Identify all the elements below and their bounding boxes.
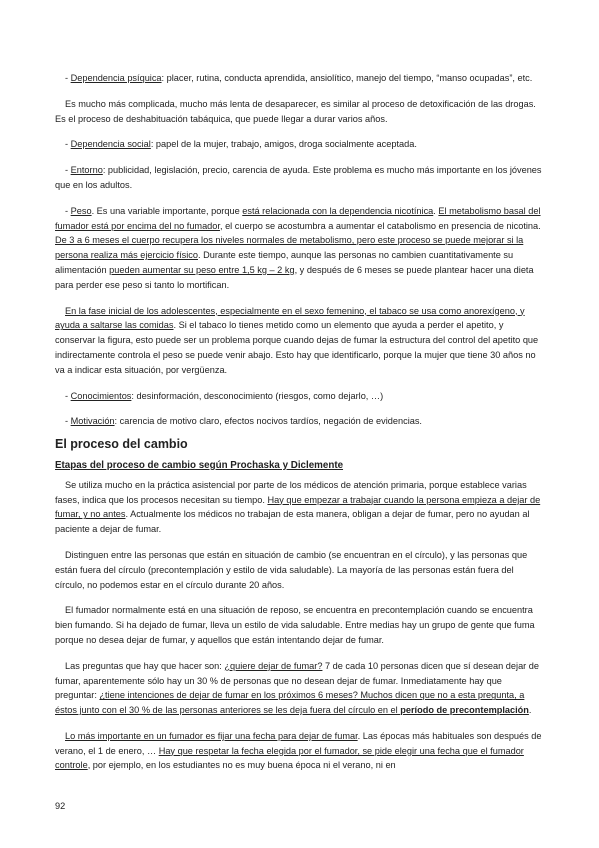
text-run: - (65, 205, 71, 216)
paragraph-group-dependencies (55, 71, 543, 429)
text-run: Es mucho más complicada, mucho más lenta de desaparecer, es similar al proceso de detoxificación de las drogas. Es el proceso de deshabituación tabáquica, que puede llegar a durar varios años. (55, 98, 536, 124)
paragraph-group-stages (55, 478, 543, 774)
text-run: Las preguntas que hay que hacer son: (65, 660, 225, 671)
page-body (55, 71, 543, 773)
text-run: . (528, 705, 532, 716)
text-run: . Las épocas más habituales son después de verano, el 1 de enero, … (55, 730, 542, 756)
text-run: : papel de la mujer, trabajo, amigos, droga socialmente aceptada. (150, 139, 417, 150)
paragraph (55, 389, 543, 404)
heading-etapas-prochaska: Etapas del proceso de cambio según Prochaska y Diclemente (55, 459, 344, 471)
underlined-text: Peso (70, 205, 92, 216)
text-run: - (65, 390, 71, 401)
paragraph (55, 204, 543, 293)
paragraph (55, 71, 543, 86)
underlined-text: Lo más importante en un fumador es fijar una fecha para dejar de fumar (65, 730, 358, 741)
paragraph (55, 729, 543, 773)
underlined-text: Conocimientos (70, 390, 132, 401)
paragraph (55, 414, 543, 429)
text-run: . (433, 205, 439, 216)
page-number: 92 (55, 801, 66, 811)
text-run: : desinformación, desconocimiento (riesgos, como dejarlo, …) (131, 390, 384, 401)
underlined-text: De 3 a 6 meses el cuerpo recupera los niveles normales de metabolismo, pero este proceso se puede mejorar si la persona realiza más ejercicio físico (55, 235, 524, 261)
subsection-heading (55, 459, 543, 474)
text-run: . Si el tabaco lo tienes metido como un elemento que ayuda a perder el apetito, y conservar la figura, esto puede ser un problema porque cuando dejas de fumar la estructura del control del apetito que indirectamente controla el peso se puede venir abajo. Esto hay que identificarlo, porque la mujer que tiene 30 años no va a indicar esta situación, por vergüenza. (55, 320, 539, 375)
underlined-text: ¿tiene intenciones de dejar de fumar en los próximos 6 meses? Muchos dicen que no a esta pregunta, a éstos junto con el 30 % de las personas anteriores se les deja fuera del círculo en el (55, 690, 525, 716)
text-run: , por ejemplo, en los estudiantes no es muy buena época ni el verano, ni en (87, 760, 396, 771)
section-heading (55, 437, 543, 452)
text-run: . Es una variable importante, porque (91, 205, 243, 216)
paragraph (55, 548, 543, 592)
text-run: Se utiliza mucho en la práctica asistencial por parte de los médicos de atención primaria, porque establece varias fases, indica que los procesos necesitan su tiempo. (55, 479, 527, 505)
text-run: - (65, 165, 71, 176)
underlined-text: está relacionada con la dependencia nicotínica (242, 205, 434, 216)
underlined-text: período de precontemplación (400, 705, 529, 716)
text-run: : publicidad, legislación, precio, carencia de ayuda. Este problema es mucho más importante en los jóvenes que en los adultos. (55, 165, 542, 190)
text-run: El fumador normalmente está en una situación de reposo, se encuentra en precontemplación cuando se encuentra bien fumando. Si ha dejado de fumar, lleva un estilo de vida saludable. Entre medias hay un grupo de gente que fuma porque no desea dejar de fumar, y aquellos que están intentando dejar de fumar. (55, 605, 535, 645)
paragraph (55, 304, 543, 378)
underlined-text: Entorno (70, 165, 103, 176)
paragraph (55, 478, 543, 537)
underlined-text: Motivación (70, 416, 115, 427)
text-run: - (65, 416, 71, 427)
paragraph (55, 603, 543, 647)
text-run: : placer, rutina, conducta aprendida, ansiolítico, manejo del tiempo, “manso ocupadas”, etc. (161, 73, 533, 83)
underlined-text: ¿quiere dejar de fumar? (224, 660, 323, 671)
underlined-text: Hay que empezar a trabajar cuando la persona empieza a dejar de fumar, y no antes (55, 494, 541, 520)
text-run: - (65, 73, 71, 83)
text-run: : carencia de motivo claro, efectos nocivos tardíos, negación de evidencias. (114, 416, 422, 427)
paragraph (55, 137, 543, 152)
paragraph (55, 659, 543, 718)
underlined-text: Hay que respetar la fecha elegida por el fumador, se pide elegir una fecha que el fumador controle (55, 745, 524, 771)
paragraph (55, 97, 543, 127)
text-run: Distinguen entre las personas que están en situación de cambio (se encuentran en el círculo), y las personas que están fuera del círculo (precontemplación y estilo de vida saludable). La mayoría de las personas están fuera del círculo, no podemos estar en el círculo durante 20 años. (55, 549, 528, 590)
text-run: , el cuerpo se acostumbra a aumentar el catabolismo en presencia de nicotina. (219, 220, 541, 231)
paragraph (55, 163, 543, 193)
underlined-text: Dependencia social (70, 139, 151, 150)
text-run: - (65, 139, 71, 150)
underlined-text: Dependencia psíquica (70, 73, 162, 83)
text-run: . Actualmente los médicos no trabajan de esta manera, obligan a dejar de fumar, pero no ayudan al paciente a dejar de fumar. (55, 509, 530, 535)
text-run: . Durante este tiempo, aunque las personas no cambien cuantitativamente su alimentación (55, 250, 514, 275)
underlined-text: pueden aumentar su peso entre 1,5 kg – 2 kg (109, 264, 295, 275)
text-run: 7 de cada 10 personas dicen que sí desean dejar de fumar, aparentemente sólo hay un 30 % de personas que no desean dejar de fumar. Inmediatamente hay que preguntar: (55, 660, 540, 701)
heading-el-proceso-del-cambio: El proceso del cambio (55, 437, 188, 452)
underlined-text: En la fase inicial de los adolescentes, especialmente en el sexo femenino, el tabaco se usa como anorexígeno, y ayuda a saltarse las comidas (55, 305, 525, 331)
underlined-text: El metabolismo basal del fumador está por encima del no fumador (55, 205, 541, 231)
text-run: , y después de 6 meses se puede plantear hacer una dieta para perder ese peso si tanto lo mortifican. (55, 264, 534, 290)
